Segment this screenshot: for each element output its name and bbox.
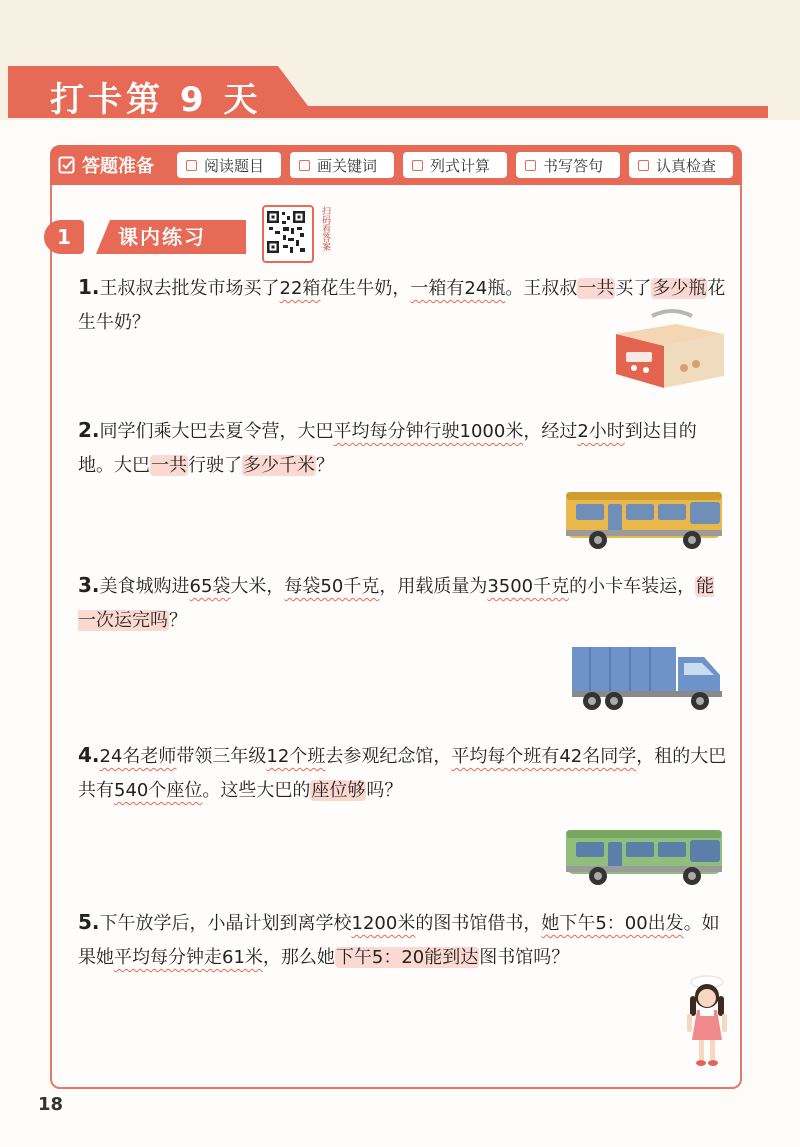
checklist-icon [58, 156, 76, 174]
question-text: ，用载质量为 [379, 576, 488, 597]
question-text: 行驶了 [188, 455, 242, 476]
question-text: 王叔叔去批发市场买了 [99, 278, 280, 299]
keyword-underline: 22箱 [279, 278, 321, 299]
question-3 [78, 568, 728, 638]
prep-step-check [629, 152, 733, 178]
question-number: 5. [78, 910, 100, 934]
keyword-highlight: 一共 [578, 278, 615, 299]
prep-step-read [177, 152, 281, 178]
question-text: 下午放学后，小晶计划到离学校 [99, 913, 352, 934]
prep-step-keywords [290, 152, 394, 178]
girl-illustration [684, 974, 730, 1070]
question-5 [78, 905, 728, 975]
question-text: 到达目的地。大巴 [78, 421, 697, 476]
keyword-highlight: 下午5：20能到达 [335, 947, 479, 968]
question-text: 买了 [615, 278, 652, 299]
blue-truck-illustration [570, 643, 726, 713]
keyword-underline: 540个座位 [114, 780, 203, 801]
question-text: ，那么她 [262, 947, 335, 968]
question-number: 3. [78, 573, 100, 597]
qr-note: 扫码看答案 [320, 206, 330, 251]
checkbox-icon [412, 160, 423, 171]
keyword-highlight: 能一次运完吗 [78, 576, 715, 631]
prep-title-text: 答题准备 [82, 156, 154, 177]
question-text: 去参观纪念馆， [325, 746, 452, 767]
keyword-highlight: 一共 [151, 455, 187, 476]
question-text: 花生牛奶， [320, 278, 411, 299]
keyword-underline: 每袋50千克 [284, 576, 380, 597]
prep-step-label: 画关键词 [317, 156, 378, 175]
question-text: 图书馆吗？ [479, 947, 570, 968]
keyword-highlight: 多少瓶 [652, 278, 707, 299]
prep-title [58, 151, 154, 179]
keyword-underline: 2小时 [577, 421, 625, 442]
green-bus-illustration [564, 824, 728, 888]
question-text: ，租的大巴共有 [78, 746, 727, 801]
milk-box-illustration [612, 308, 728, 390]
question-text: 吗？ [366, 780, 403, 801]
question-number: 2. [78, 418, 100, 442]
prep-step-label: 阅读题目 [204, 156, 265, 175]
checkbox-icon [186, 160, 197, 171]
question-text: ，经过 [523, 421, 578, 442]
keyword-underline: 3500千克 [487, 576, 570, 597]
question-text: 大米， [230, 576, 285, 597]
prep-step-label: 书写答句 [543, 156, 604, 175]
question-text: 的图书馆借书， [415, 913, 542, 934]
question-text: 。王叔叔 [505, 278, 578, 299]
yellow-bus-illustration [564, 486, 728, 552]
question-text: 花生牛奶？ [78, 278, 726, 333]
keyword-underline: 一箱有24瓶 [410, 278, 506, 299]
question-4 [78, 738, 728, 808]
prep-step-label: 认真检查 [656, 156, 717, 175]
question-text: 的小卡车装运， [569, 576, 696, 597]
prep-step-calculate [403, 152, 507, 178]
prep-step-answer [516, 152, 620, 178]
question-text: ？ [169, 610, 187, 631]
question-number: 4. [78, 743, 100, 767]
keyword-underline: 1200米 [351, 913, 416, 934]
question-text: 带领三年级 [176, 746, 267, 767]
keyword-underline: 平均每分钟走61米 [114, 947, 263, 968]
keyword-underline: 平均每分钟行驶1000米 [333, 421, 524, 442]
question-2 [78, 413, 728, 483]
keyword-underline: 12个班 [266, 746, 326, 767]
question-text: 。如果她 [78, 913, 720, 968]
page-number: 18 [38, 1094, 64, 1115]
keyword-underline: 她下午5：00出发 [541, 913, 684, 934]
question-text: 美食城购进 [99, 576, 190, 597]
prep-step-label: 列式计算 [430, 156, 491, 175]
question-number: 1. [78, 275, 100, 299]
keyword-underline: 65袋 [189, 576, 231, 597]
checkbox-icon [299, 160, 310, 171]
checkbox-icon [525, 160, 536, 171]
keyword-highlight: 多少千米 [243, 455, 315, 476]
question-text: 同学们乘大巴去夏令营，大巴 [99, 421, 334, 442]
keyword-underline: 平均每个班有42名同学 [451, 746, 637, 767]
qr-code[interactable] [262, 205, 314, 263]
section-label: 课内练习 [118, 225, 206, 249]
section-number: 1 [44, 220, 84, 254]
keyword-highlight: 座位够 [311, 780, 366, 801]
day-title: 打卡第 9 天 [50, 80, 262, 120]
question-text: ？ [316, 455, 334, 476]
keyword-underline: 24名老师 [99, 746, 177, 767]
checkbox-icon [638, 160, 649, 171]
question-text: 。这些大巴的 [202, 780, 311, 801]
